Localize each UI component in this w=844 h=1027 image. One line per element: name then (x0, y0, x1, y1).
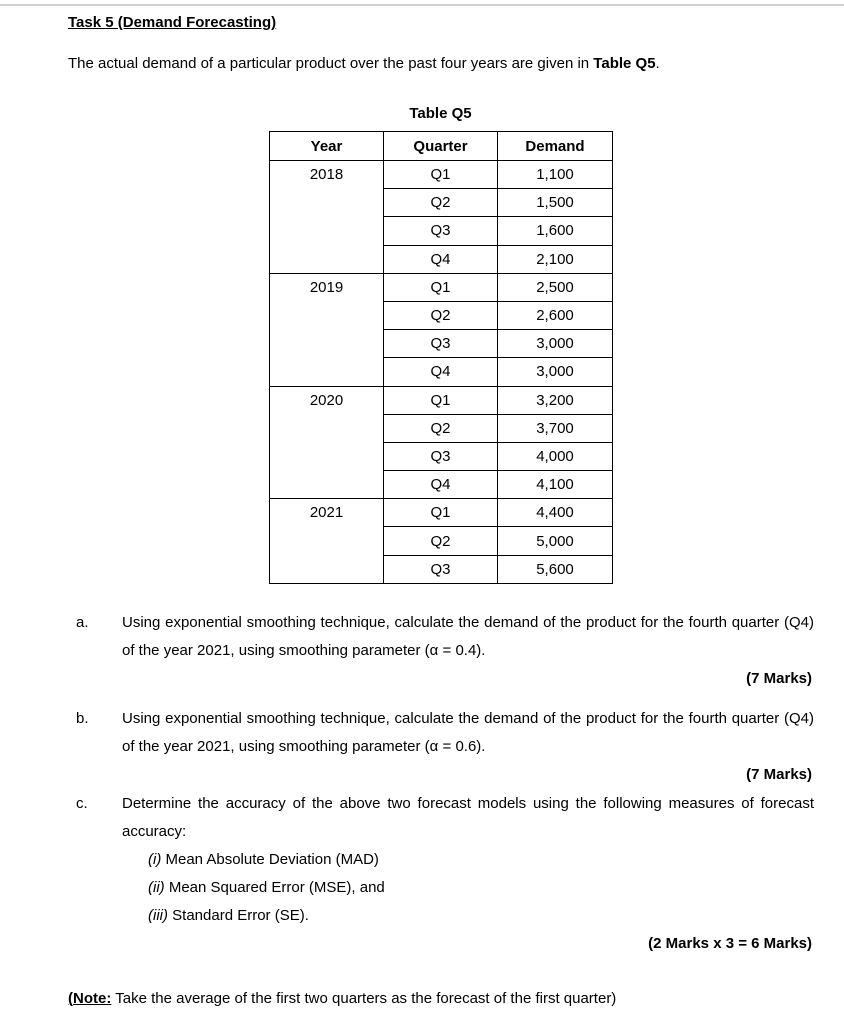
question-a (76, 609, 814, 669)
table-row (270, 386, 613, 414)
header-demand: Demand (498, 132, 613, 161)
table-header-row (270, 132, 613, 161)
quarter-cell: Q1 (384, 499, 498, 527)
demand-cell: 4,100 (498, 471, 613, 499)
quarter-cell: Q1 (384, 273, 498, 301)
demand-cell: 1,600 (498, 217, 613, 245)
demand-cell: 1,500 (498, 189, 613, 217)
question-a-letter: a. (76, 614, 89, 631)
question-b-marks: (7 Marks) (746, 766, 812, 783)
task-title: Task 5 (Demand Forecasting) (68, 14, 277, 31)
intro-paragraph (68, 55, 660, 72)
demand-cell: 3,700 (498, 414, 613, 442)
year-cell: 2021 (270, 499, 384, 584)
demand-cell: 4,000 (498, 442, 613, 470)
sub-item-number: (iii) (148, 907, 168, 924)
demand-cell: 5,600 (498, 555, 613, 583)
question-c-letter: c. (76, 795, 88, 812)
question-c (76, 790, 814, 850)
table-row (270, 499, 613, 527)
table-row (270, 273, 613, 301)
note-label: Note: (73, 990, 112, 1007)
demand-cell: 4,400 (498, 499, 613, 527)
question-c-marks: (2 Marks x 3 = 6 Marks) (648, 935, 812, 952)
demand-cell: 5,000 (498, 527, 613, 555)
note (68, 990, 616, 1007)
sub-item-se (148, 907, 309, 924)
quarter-cell: Q1 (384, 386, 498, 414)
quarter-cell: Q4 (384, 471, 498, 499)
table-row (270, 161, 613, 189)
year-cell: 2019 (270, 273, 384, 386)
question-b-text: Using exponential smoothing technique, calculate the demand of the product for the fourth quarter (Q4) of the year 2021, using smoothing parameter (α = 0.6). (122, 710, 814, 755)
sub-item-number: (i) (148, 851, 162, 868)
quarter-cell: Q3 (384, 330, 498, 358)
intro-text: The actual demand of a particular product over the past four years are given in (68, 55, 594, 72)
year-cell: 2020 (270, 386, 384, 499)
demand-cell: 1,100 (498, 161, 613, 189)
sub-item-mse (148, 879, 385, 896)
quarter-cell: Q3 (384, 217, 498, 245)
sub-item-text: Mean Squared Error (MSE), and (164, 879, 385, 896)
sub-item-mad (148, 851, 379, 868)
year-cell: 2018 (270, 161, 384, 274)
sub-item-text: Mean Absolute Deviation (MAD) (161, 851, 379, 868)
top-divider (0, 4, 844, 6)
demand-cell: 3,000 (498, 330, 613, 358)
quarter-cell: Q2 (384, 301, 498, 329)
quarter-cell: Q4 (384, 358, 498, 386)
sub-item-number: (ii) (148, 879, 165, 896)
demand-table (269, 131, 613, 584)
quarter-cell: Q3 (384, 555, 498, 583)
header-year: Year (270, 132, 384, 161)
question-b-letter: b. (76, 710, 89, 727)
quarter-cell: Q2 (384, 527, 498, 555)
intro-end: . (655, 55, 660, 72)
demand-cell: 2,600 (498, 301, 613, 329)
question-c-text: Determine the accuracy of the above two forecast models using the following measures of forecast accuracy: (122, 795, 814, 840)
question-a-marks: (7 Marks) (746, 670, 812, 687)
demand-cell: 3,000 (498, 358, 613, 386)
intro-table-ref: Table Q5 (593, 55, 656, 72)
quarter-cell: Q3 (384, 442, 498, 470)
note-open: ( (68, 990, 73, 1007)
header-quarter: Quarter (384, 132, 498, 161)
quarter-cell: Q1 (384, 161, 498, 189)
quarter-cell: Q2 (384, 189, 498, 217)
table-caption: Table Q5 (409, 105, 472, 122)
demand-cell: 2,100 (498, 245, 613, 273)
note-text: Take the average of the first two quarters as the forecast of the first quarter) (111, 990, 617, 1007)
sub-item-text: Standard Error (SE). (168, 907, 309, 924)
quarter-cell: Q2 (384, 414, 498, 442)
question-b (76, 705, 814, 765)
question-a-text: Using exponential smoothing technique, calculate the demand of the product for the fourth quarter (Q4) of the year 2021, using smoothing parameter (α = 0.4). (122, 614, 814, 659)
quarter-cell: Q4 (384, 245, 498, 273)
demand-cell: 2,500 (498, 273, 613, 301)
demand-cell: 3,200 (498, 386, 613, 414)
